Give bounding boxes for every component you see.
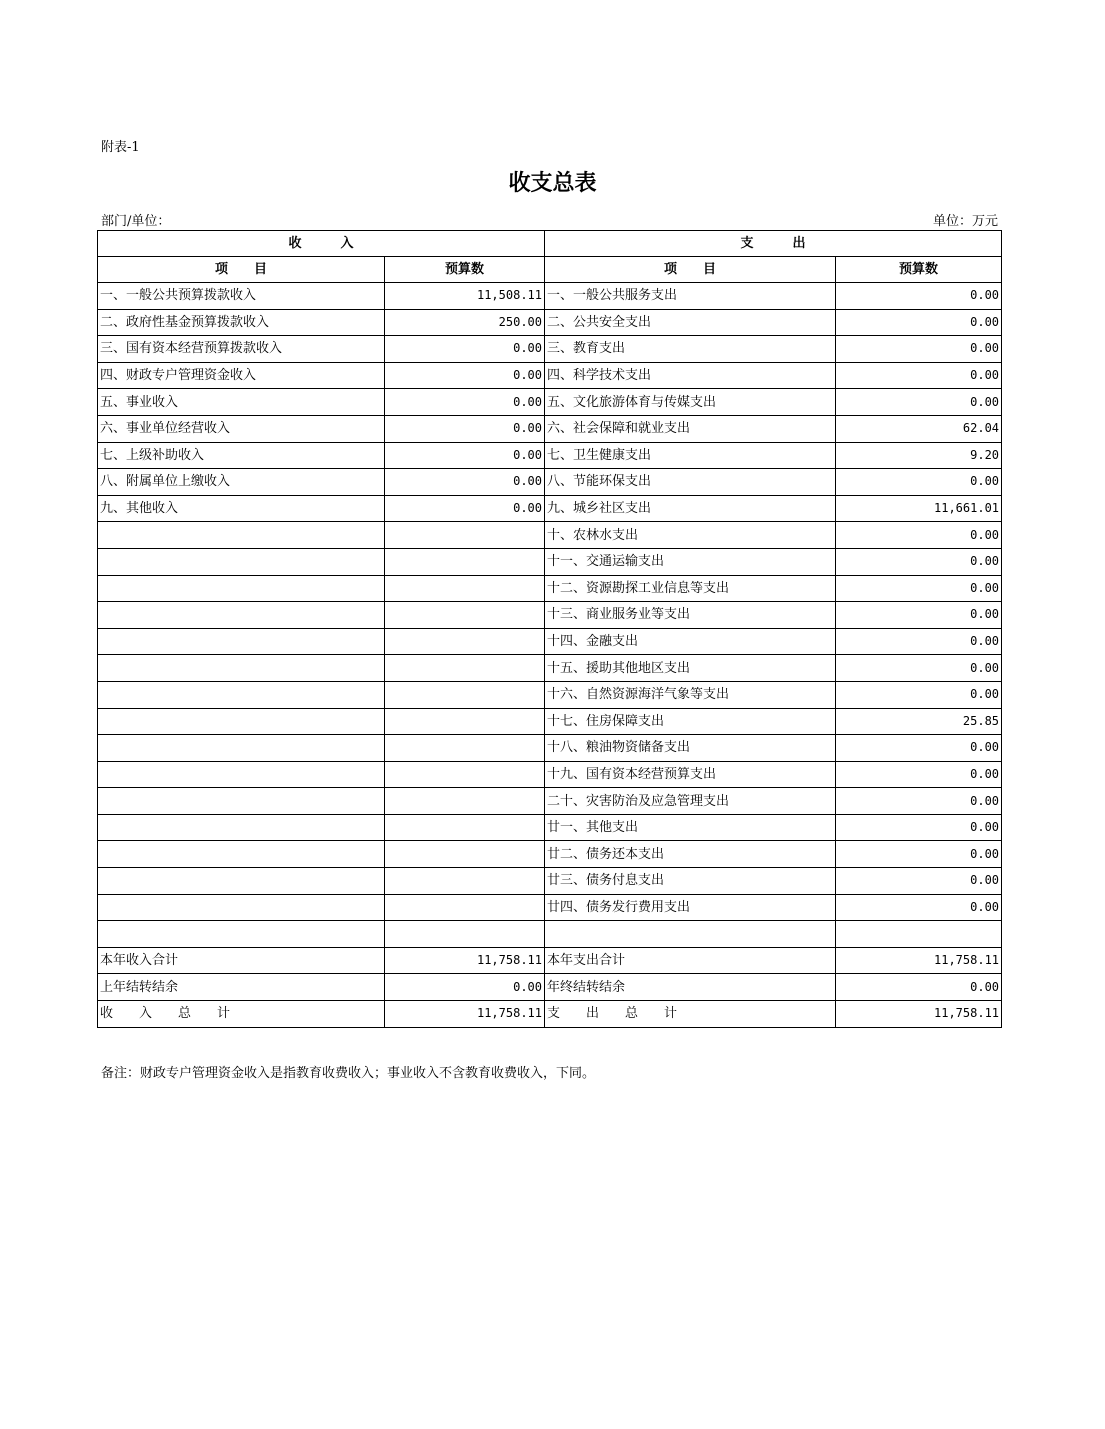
expense-item-cell: 十五、援助其他地区支出 xyxy=(545,655,836,682)
expense-item-cell: 七、卫生健康支出 xyxy=(545,442,836,469)
expense-budget-cell: 11,661.01 xyxy=(836,495,1002,522)
table-row xyxy=(98,628,1002,655)
expense-budget-cell: 0.00 xyxy=(836,814,1002,841)
income-budget-cell: 0.00 xyxy=(385,336,545,363)
table-row xyxy=(98,522,1002,549)
table-row xyxy=(98,602,1002,629)
footnote: 备注：财政专户管理资金收入是指教育收费收入；事业收入不含教育收费收入，下同。 xyxy=(101,1066,596,1081)
income-budget-cell: 11,758.11 xyxy=(385,947,545,974)
income-item-cell: 六、事业单位经营收入 xyxy=(98,415,385,442)
budget-summary-table xyxy=(97,230,1002,1028)
expense-item-cell: 年终结转结余 xyxy=(545,974,836,1001)
income-item-cell xyxy=(98,921,385,948)
expense-item-cell: 本年支出合计 xyxy=(545,947,836,974)
income-budget-cell: 11,758.11 xyxy=(385,1001,545,1028)
table-row xyxy=(98,415,1002,442)
expense-budget-cell: 0.00 xyxy=(836,602,1002,629)
income-item-cell xyxy=(98,708,385,735)
expense-budget-cell: 0.00 xyxy=(836,628,1002,655)
expense-budget-cell: 0.00 xyxy=(836,894,1002,921)
table-row xyxy=(98,841,1002,868)
expense-budget-cell: 0.00 xyxy=(836,575,1002,602)
income-budget-cell: 0.00 xyxy=(385,469,545,496)
expense-budget-cell: 0.00 xyxy=(836,548,1002,575)
table-column-header xyxy=(98,257,1002,283)
income-budget-cell: 0.00 xyxy=(385,974,545,1001)
table-row xyxy=(98,495,1002,522)
income-budget-cell: 0.00 xyxy=(385,389,545,416)
income-budget-cell xyxy=(385,655,545,682)
income-budget-cell xyxy=(385,894,545,921)
expense-item-cell: 廿三、债务付息支出 xyxy=(545,868,836,895)
income-item-cell xyxy=(98,575,385,602)
income-item-cell: 上年结转结余 xyxy=(98,974,385,1001)
expense-budget-cell: 11,758.11 xyxy=(836,1001,1002,1028)
income-budget-cell: 0.00 xyxy=(385,362,545,389)
table-row xyxy=(98,309,1002,336)
table-row xyxy=(98,389,1002,416)
expense-item-cell: 廿四、债务发行费用支出 xyxy=(545,894,836,921)
table-row xyxy=(98,868,1002,895)
income-item-cell xyxy=(98,841,385,868)
expense-item-cell: 廿二、债务还本支出 xyxy=(545,841,836,868)
department-label: 部门/单位： xyxy=(101,214,171,229)
income-item-cell xyxy=(98,681,385,708)
income-item-cell xyxy=(98,628,385,655)
expense-budget-cell: 0.00 xyxy=(836,309,1002,336)
table-row xyxy=(98,735,1002,762)
income-budget-cell xyxy=(385,708,545,735)
table-row xyxy=(98,336,1002,363)
expense-budget-cell: 0.00 xyxy=(836,362,1002,389)
table-row xyxy=(98,947,1002,974)
income-budget-cell xyxy=(385,628,545,655)
expense-item-cell: 十七、住房保障支出 xyxy=(545,708,836,735)
expense-item-cell: 十八、粮油物资储备支出 xyxy=(545,735,836,762)
income-budget-cell xyxy=(385,602,545,629)
expense-item-cell: 支 出 总 计 xyxy=(545,1001,836,1028)
expense-budget-cell: 0.00 xyxy=(836,788,1002,815)
income-item-cell: 八、附属单位上缴收入 xyxy=(98,469,385,496)
table-row xyxy=(98,761,1002,788)
income-budget-cell xyxy=(385,814,545,841)
table-row xyxy=(98,283,1002,310)
expense-item-cell: 十三、商业服务业等支出 xyxy=(545,602,836,629)
income-item-cell xyxy=(98,655,385,682)
income-budget-cell xyxy=(385,921,545,948)
income-budget-cell xyxy=(385,841,545,868)
expense-budget-cell xyxy=(836,921,1002,948)
expense-header: 支 出 xyxy=(545,231,1002,257)
income-item-cell: 收 入 总 计 xyxy=(98,1001,385,1028)
expense-budget-cell: 0.00 xyxy=(836,469,1002,496)
table-row xyxy=(98,575,1002,602)
income-budget-cell: 11,508.11 xyxy=(385,283,545,310)
expense-item-cell: 十九、国有资本经营预算支出 xyxy=(545,761,836,788)
income-budget-header: 预算数 xyxy=(385,257,545,283)
expense-item-cell: 十六、自然资源海洋气象等支出 xyxy=(545,681,836,708)
table-body xyxy=(98,283,1002,1028)
expense-item-cell: 五、文化旅游体育与传媒支出 xyxy=(545,389,836,416)
table-row xyxy=(98,1001,1002,1028)
expense-budget-cell: 9.20 xyxy=(836,442,1002,469)
income-item-cell xyxy=(98,522,385,549)
table-row xyxy=(98,921,1002,948)
income-item-cell xyxy=(98,894,385,921)
expense-budget-cell: 11,758.11 xyxy=(836,947,1002,974)
page-title: 收支总表 xyxy=(508,171,597,196)
income-budget-cell xyxy=(385,575,545,602)
table-group-header xyxy=(98,231,1002,257)
expense-budget-cell: 0.00 xyxy=(836,389,1002,416)
expense-budget-cell: 62.04 xyxy=(836,415,1002,442)
expense-item-cell: 九、城乡社区支出 xyxy=(545,495,836,522)
expense-budget-cell: 0.00 xyxy=(836,868,1002,895)
expense-item-cell: 二十、灾害防治及应急管理支出 xyxy=(545,788,836,815)
income-item-cell: 本年收入合计 xyxy=(98,947,385,974)
income-budget-cell xyxy=(385,868,545,895)
table-row xyxy=(98,442,1002,469)
table-row xyxy=(98,894,1002,921)
expense-item-cell: 三、教育支出 xyxy=(545,336,836,363)
income-budget-cell: 0.00 xyxy=(385,495,545,522)
expense-item-cell: 一、一般公共服务支出 xyxy=(545,283,836,310)
unit-label: 单位：万元 xyxy=(932,214,998,229)
expense-item-cell: 八、节能环保支出 xyxy=(545,469,836,496)
expense-item-cell: 十一、交通运输支出 xyxy=(545,548,836,575)
appendix-label: 附表-1 xyxy=(101,140,140,155)
income-item-cell xyxy=(98,548,385,575)
table-row xyxy=(98,974,1002,1001)
income-budget-cell xyxy=(385,761,545,788)
table-row xyxy=(98,548,1002,575)
income-budget-cell xyxy=(385,788,545,815)
income-item-cell xyxy=(98,788,385,815)
expense-budget-cell: 0.00 xyxy=(836,655,1002,682)
income-header: 收 入 xyxy=(98,231,545,257)
expense-item-cell: 十四、金融支出 xyxy=(545,628,836,655)
income-budget-cell: 0.00 xyxy=(385,442,545,469)
income-item-cell: 五、事业收入 xyxy=(98,389,385,416)
expense-item-cell: 廿一、其他支出 xyxy=(545,814,836,841)
table-row xyxy=(98,788,1002,815)
expense-budget-cell: 0.00 xyxy=(836,841,1002,868)
table-row xyxy=(98,362,1002,389)
table-row xyxy=(98,814,1002,841)
expense-item-header: 项 目 xyxy=(545,257,836,283)
expense-item-cell: 四、科学技术支出 xyxy=(545,362,836,389)
expense-budget-cell: 0.00 xyxy=(836,681,1002,708)
expense-budget-cell: 25.85 xyxy=(836,708,1002,735)
expense-budget-cell: 0.00 xyxy=(836,735,1002,762)
expense-item-cell: 十二、资源勘探工业信息等支出 xyxy=(545,575,836,602)
expense-budget-cell: 0.00 xyxy=(836,336,1002,363)
income-item-header: 项 目 xyxy=(98,257,385,283)
table-row xyxy=(98,469,1002,496)
income-item-cell xyxy=(98,735,385,762)
expense-budget-cell: 0.00 xyxy=(836,974,1002,1001)
income-item-cell xyxy=(98,868,385,895)
income-item-cell: 七、上级补助收入 xyxy=(98,442,385,469)
income-item-cell xyxy=(98,761,385,788)
expense-budget-cell: 0.00 xyxy=(836,283,1002,310)
income-budget-cell xyxy=(385,735,545,762)
expense-item-cell: 六、社会保障和就业支出 xyxy=(545,415,836,442)
expense-item-cell: 二、公共安全支出 xyxy=(545,309,836,336)
income-item-cell: 三、国有资本经营预算拨款收入 xyxy=(98,336,385,363)
table-row xyxy=(98,681,1002,708)
table-row xyxy=(98,708,1002,735)
income-item-cell xyxy=(98,814,385,841)
expense-budget-header: 预算数 xyxy=(836,257,1002,283)
expense-item-cell: 十、农林水支出 xyxy=(545,522,836,549)
expense-budget-cell: 0.00 xyxy=(836,761,1002,788)
income-item-cell: 四、财政专户管理资金收入 xyxy=(98,362,385,389)
income-item-cell: 九、其他收入 xyxy=(98,495,385,522)
income-budget-cell xyxy=(385,548,545,575)
income-item-cell xyxy=(98,602,385,629)
income-budget-cell xyxy=(385,681,545,708)
table-row xyxy=(98,655,1002,682)
expense-item-cell xyxy=(545,921,836,948)
income-budget-cell xyxy=(385,522,545,549)
income-item-cell: 一、一般公共预算拨款收入 xyxy=(98,283,385,310)
income-item-cell: 二、政府性基金预算拨款收入 xyxy=(98,309,385,336)
income-budget-cell: 250.00 xyxy=(385,309,545,336)
expense-budget-cell: 0.00 xyxy=(836,522,1002,549)
income-budget-cell: 0.00 xyxy=(385,415,545,442)
